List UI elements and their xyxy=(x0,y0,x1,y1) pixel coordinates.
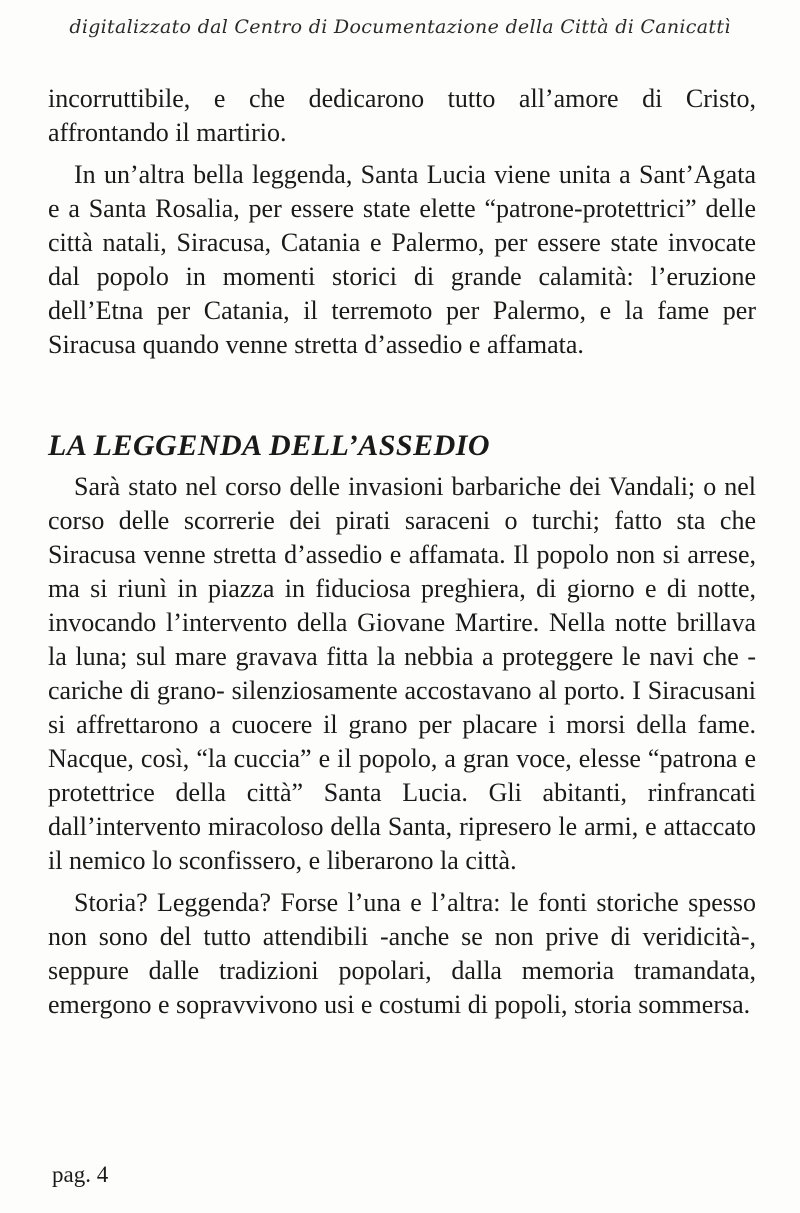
paragraph: Sarà stato nel corso delle invasioni barbariche dei Vandali; o nel corso delle scorrerie dei pirati saraceni o turchi; fatto sta che Siracusa venne stretta d’assedio e affamata. Il popolo non si arrese, ma si riunì in piazza in fiduciosa preghiera, di giorno e di notte, invocando l’intervento della Giovane Martire. Nella notte brillava la luna; sul mare gravava fitta la nebbia a proteggere le navi che -cariche di grano- silenziosamente accostavano al porto. I Siracusani si affrettarono a cuocere il grano per placare i morsi della fame. Nacque, così, “la cuccia” e il popolo, a gran voce, elesse “patrona e protettrice della città” Santa Lucia. Gli abitanti, rinfrancati dall’intervento miracoloso della Santa, ripresero le armi, e attaccato il nemico lo sconfissero, e liberarono la città. xyxy=(48,472,756,875)
paragraph: incorruttibile, e che dedicarono tutto all’amore di Cristo, affrontando il martirio. xyxy=(48,84,756,147)
section-title: LA LEGGENDA DELL’ASSEDIO xyxy=(48,429,491,462)
paragraph: Storia? Leggenda? Forse l’una e l’altra: le fonti storiche spesso non sono del tutto attendibili -anche se non prive di veridicità-, seppure dalle tradizioni popolari, dalla memoria tramandata, emergono e sopravvivono usi e costumi di popoli, storia sommersa. xyxy=(48,888,756,1019)
page-body xyxy=(48,82,756,1022)
digitization-watermark: digitalizzato dal Centro di Documentazione della Città di Canicattì xyxy=(69,16,731,38)
paragraph: In un’altra bella leggenda, Santa Lucia viene unita a Sant’Agata e a Santa Rosalia, per essere state elette “patrone-protettrici” delle città natali, Siracusa, Catania e Palermo, per essere state invocate dal popolo in momenti storici di grande calamità: l’eruzione dell’Etna per Catania, il terremoto per Palermo, e la fame per Siracusa quando venne stretta d’assedio e affamata. xyxy=(48,160,756,359)
page-number: pag. 4 xyxy=(52,1162,109,1187)
